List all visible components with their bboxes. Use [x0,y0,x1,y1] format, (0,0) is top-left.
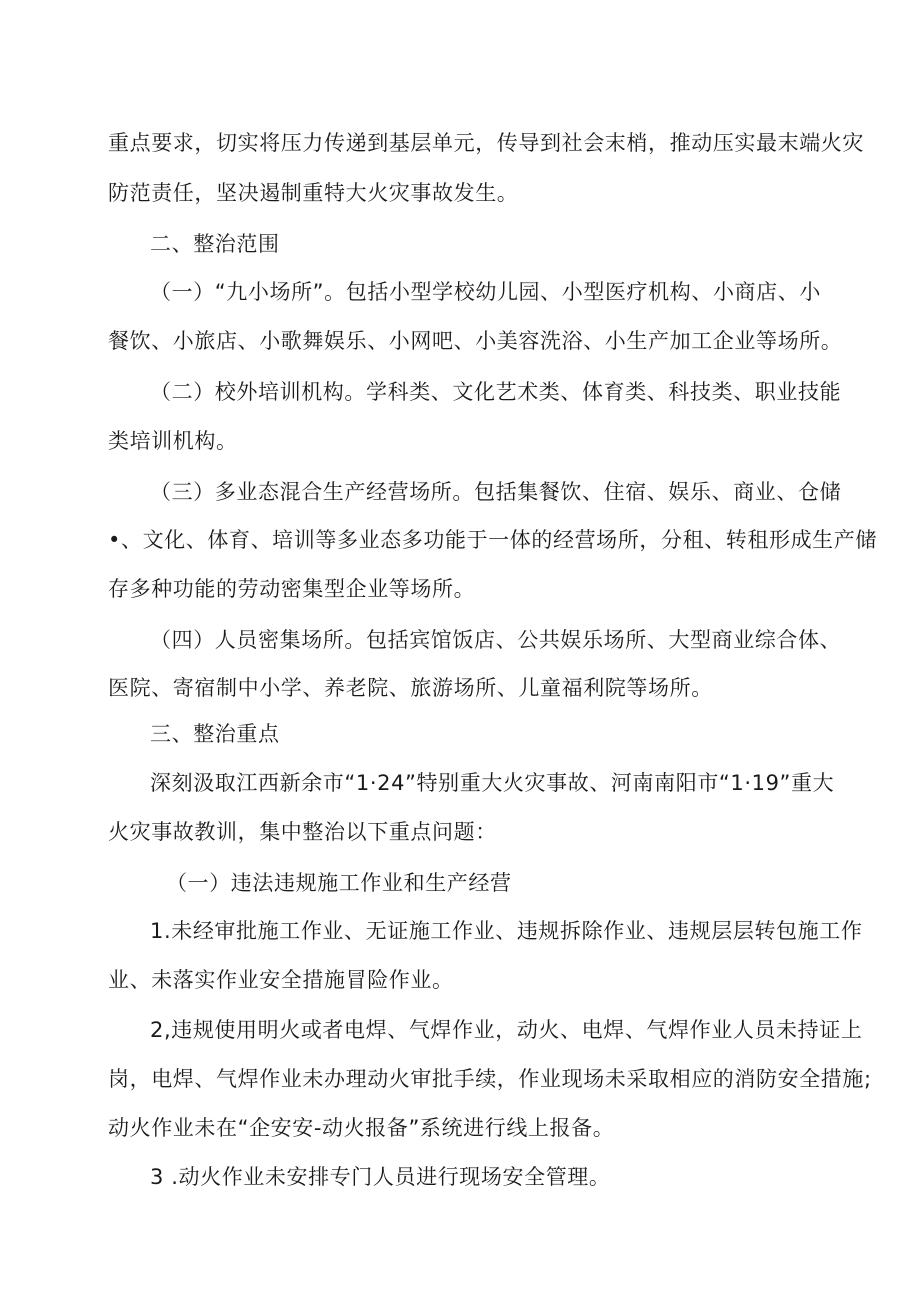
paragraph-line: （一）“九小场所”。包括小型学校幼儿园、小型医疗机构、小商店、小 [150,280,821,304]
paragraph-line: 餐饮、小旅店、小歌舞娱乐、小网吧、小美容洗浴、小生产加工企业等场所。 [108,329,843,353]
list-item-line: 3 .动火作业未安排专门人员进行现场安全管理。 [150,1165,611,1189]
paragraph-line: 防范责任，坚决遏制重特大火灾事故发生。 [108,181,519,205]
list-item-line: 岗，电焊、气焊作业未办理动火审批手续，作业现场未采取相应的消防安全措施; [108,1067,872,1091]
paragraph-line: （三）多业态混合生产经营场所。包括集餐饮、住宿、娱乐、商业、仓储 [150,480,842,504]
paragraph-line: 医院、寄宿制中小学、养老院、旅游场所、儿童福利院等场所。 [108,676,713,700]
paragraph-line: •、文化、体育、培训等多业态多功能于一体的经营场所，分租、转租形成生产储 [108,528,877,552]
paragraph-line: 深刻汲取江西新余市“1·24”特别重大火灾事故、河南南阳市“1·19”重大 [150,771,835,795]
list-item-line: 1.未经审批施工作业、无证施工作业、违规拆除作业、违规层层转包施工作 [150,919,863,943]
paragraph-line: （二）校外培训机构。学科类、文化艺术类、体育类、科技类、职业技能 [150,380,842,404]
paragraph-line: 存多种功能的劳动密集型企业等场所。 [108,577,476,601]
section-heading: 二、整治范围 [150,232,280,256]
paragraph-line: 重点要求，切实将压力传递到基层单元，传导到社会末梢，推动压实最末端火灾 [108,131,864,155]
paragraph-line: 类培训机构。 [108,429,238,453]
paragraph-line: （四）人员密集场所。包括宾馆饭店、公共娱乐场所、大型商业综合体、 [150,628,842,652]
paragraph-line: 火灾事故教训，集中整治以下重点问题： [108,820,497,844]
list-item-line: 业、未落实作业安全措施冒险作业。 [108,968,454,992]
subsection-heading: （一）违法违规施工作业和生产经营 [166,871,512,895]
section-heading: 三、整治重点 [150,722,280,746]
list-item-line: 2,违规使用明火或者电焊、气焊作业，动火、电焊、气焊作业人员未持证上 [150,1018,863,1042]
list-item-line: 动火作业未在“企安安-动火报备”系统进行线上报备。 [108,1116,615,1140]
